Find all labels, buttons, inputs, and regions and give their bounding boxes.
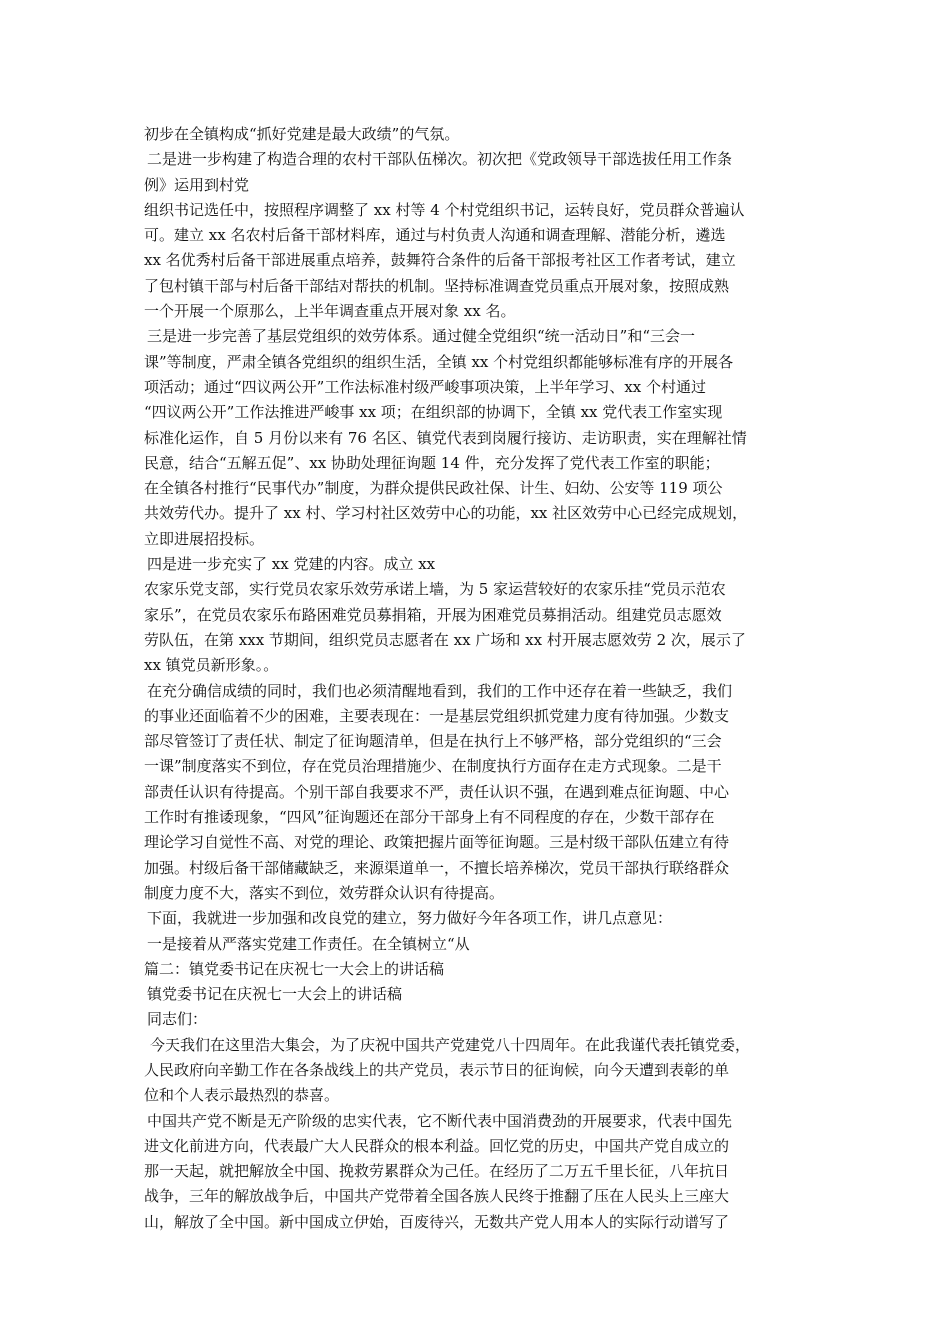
text-line: 那一天起，就把解放全中国、挽救劳累群众为己任。在经历了二万五千里长征，八年抗日	[144, 1162, 730, 1181]
text-line: 共效劳代办。提升了 xx 村、学习村社区效劳中心的功能，xx 社区效劳中心已经完成规划，	[144, 504, 748, 523]
text-line: 一是接着从严落实党建工作责任。在全镇树立“从	[147, 934, 470, 953]
text-line: 项活动；通过“四议两公开”工作法标准村级严峻事项决策，上半年学习、xx 个村通过	[144, 377, 707, 396]
text-line: 初步在全镇构成“抓好党建是最大政绩”的气氛。	[144, 125, 460, 143]
text-line: 三是进一步完善了基层党组织的效劳体系。通过健全党组织“统一活动日”和“三会一	[147, 327, 696, 346]
text-line: 制度力度不大，落实不到位，效劳群众认识有待提高。	[144, 883, 505, 902]
document-body	[144, 122, 816, 1235]
text-line: 民意，结合“五解五促”、xx 协助处理征询题 14 件，充分发挥了党代表工作室的职能；	[144, 453, 720, 472]
text-line: 组织书记选任中，按照程序调整了 xx 村等 4 个村党组织书记，运转良好，党员群众普遍认	[144, 200, 745, 219]
text-line: 山，解放了全中国。新中国成立伊始，百废待兴，无数共产党人用本人的实际行动谱写了	[144, 1212, 730, 1231]
text-line: 理论学习自觉性不高、对党的理论、政策把握片面等征询题。三是村级干部队伍建立有待	[144, 833, 730, 852]
text-line: 标准化运作，自 5 月份以来有 76 名区、镇党代表到岗履行接访、走访职责，实在理解社情	[144, 428, 747, 447]
text-line: 劳队伍，在第 xxx 节期间，组织党员志愿者在 xx 广场和 xx 村开展志愿效劳 2 次，展示了	[144, 630, 746, 649]
text-line: 战争，三年的解放战争后，中国共产党带着全国各族人民终于推翻了压在人民头上三座大	[144, 1187, 730, 1206]
text-line: 一个开展一个原那么，上半年调查重点开展对象 xx 名。	[144, 302, 516, 321]
text-line: xx 镇党员新形象。。	[144, 656, 279, 675]
text-line: 部责任认识有待提高。个别干部自我要求不严，责任认识不强，在遇到难点征询题、中心	[144, 782, 730, 801]
text-line: 家乐”，在党员农家乐布路困难党员募捐箱，开展为困难党员募捐活动。组建党员志愿效	[144, 605, 722, 624]
text-line: 农家乐党支部，实行党员农家乐效劳承诺上墙，为 5 家运营较好的农家乐挂“党员示范农	[144, 580, 726, 599]
text-line: 课”等制度，严肃全镇各党组织的组织生活，全镇 xx 个村党组织都能够标准有序的开展各	[144, 352, 734, 371]
salutation: 同志们：	[147, 1010, 208, 1029]
text-line: 今天我们在这里浩大集会，为了庆祝中国共产党建党八十四周年。在此我谨代表托镇党委，	[150, 1035, 751, 1054]
text-line: 二是进一步构建了构造合理的农村干部队伍梯次。初次把《党政领导干部选拔任用工作条	[147, 150, 733, 169]
section-heading: 篇二：镇党委书记在庆祝七一大会上的讲话稿	[144, 959, 445, 978]
text-line: 一课”制度落实不到位，存在党员治理措施少、在制度执行方面存在走方式现象。二是干	[144, 757, 722, 776]
text-line: 中国共产党不断是无产阶级的忠实代表，它不断代表中国消费劲的开展要求，代表中国先	[147, 1111, 733, 1130]
text-line: 位和个人表示最热烈的恭喜。	[144, 1086, 340, 1105]
text-line: 加强。村级后备干部储藏缺乏，来源渠道单一，不擅长培养梯次，党员干部执行联络群众	[144, 858, 730, 877]
text-line: “四议两公开”工作法推进严峻事 xx 项；在组织部的协调下，全镇 xx 党代表工作室实现	[144, 403, 723, 422]
text-line: 在充分确信成绩的同时，我们也必须清醒地看到，我们的工作中还存在着一些缺乏，我们	[147, 681, 733, 700]
text-line: 下面，我就进一步加强和改良党的建立，努力做好今年各项工作，讲几点意见：	[147, 909, 673, 928]
text-line: 立即进展招投标。	[144, 529, 265, 548]
speech-title: 镇党委书记在庆祝七一大会上的讲话稿	[147, 985, 403, 1004]
text-line: 进文化前进方向，代表最广大人民群众的根本利益。回忆党的历史，中国共产党自成立的	[144, 1136, 730, 1155]
text-line: 四是进一步充实了 xx 党建的内容。成立 xx	[147, 555, 436, 574]
text-line: 工作时有推诿现象，“四风”征询题还在部分干部身上有不同程度的存在，少数干部存在	[144, 808, 715, 827]
text-line: xx 名优秀村后备干部进展重点培养，鼓舞符合条件的后备干部报考社区工作者考试，建立	[144, 251, 736, 270]
text-line: 人民政府向辛勤工作在各条战线上的共产党员，表示节日的征询候，向今天遭到表彰的单	[144, 1060, 730, 1079]
text-line: 了包村镇干部与村后备干部结对帮扶的机制。坚持标准调查党员重点开展对象，按照成熟	[144, 276, 730, 295]
text-line: 部尽管签订了责任状、制定了征询题清单，但是在执行上不够严格，部分党组织的“三会	[144, 732, 722, 751]
text-line: 的事业还面临着不少的困难，主要表现在：一是基层党组织抓党建力度有待加强。少数支	[144, 706, 730, 725]
text-line: 在全镇各村推行“民事代办”制度，为群众提供民政社保、计生、妇幼、公安等 119 项公	[144, 479, 723, 498]
text-line: 例》运用到村党	[144, 175, 250, 194]
text-line: 可。建立 xx 名农村后备干部材料库，通过与村负责人沟通和调查理解、潜能分析，遴选	[144, 226, 726, 245]
